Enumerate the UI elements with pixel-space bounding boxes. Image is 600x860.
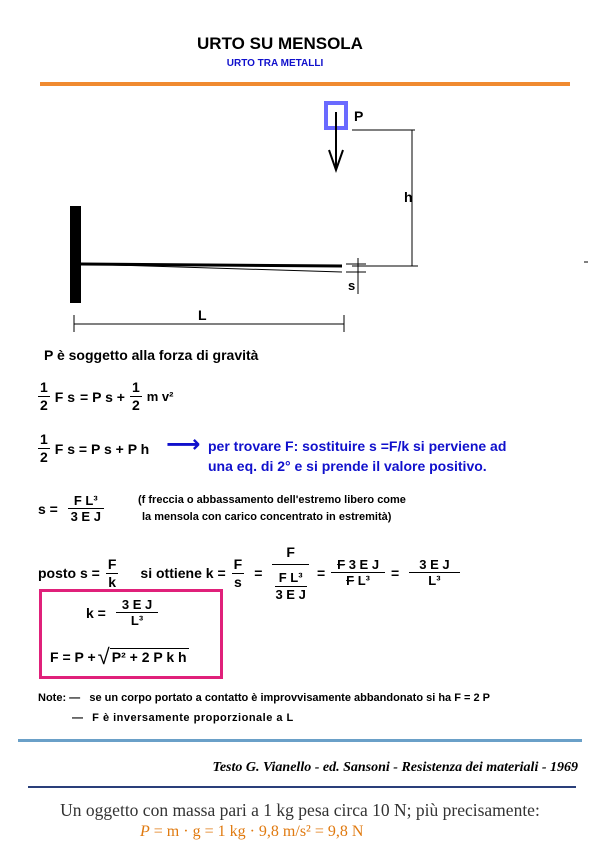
sqrt-symbol: √: [97, 643, 110, 669]
cancelled-fraction: $\frac{\text{F 3 E J}}{\text{F L³}}$: [331, 558, 385, 589]
footnote-formula: P = m · g = 1 kg · 9,8 m/s² = 9,8 N: [140, 823, 364, 840]
page-subtitle: URTO TRA METALLI: [226, 58, 324, 69]
blue-rule: [18, 739, 582, 742]
solve-note: per trovare F: sostituire s =F/k si perviene ad una eq. di 2° e si prende il valore positivo.: [208, 438, 507, 474]
deflection-note: (f freccia o abbassamento dell'estremo libero come la mensola con carico concentrato in estremità): [138, 494, 406, 523]
page-title: URTO SU MENSOLA: [197, 34, 363, 53]
energy-equation-h: $\frac{1}{2}$ F s = P s + P h: [40, 431, 150, 466]
fraction-half-3: $\frac{1}{2}$: [40, 431, 48, 466]
fraction-half: $\frac{1}{2}$: [40, 379, 48, 414]
label-s: s: [348, 278, 356, 293]
cancelled-f-2: F: [346, 573, 355, 589]
label-l: L: [198, 307, 207, 323]
label-p: P: [354, 108, 364, 124]
compound-fraction: $\frac{F}{\frac{\text{F L³}}{\text{3 E J}}}$: [272, 545, 309, 602]
source-citation: Testo G. Vianello - ed. Sansoni - Resistenza dei materiali - 1969: [212, 760, 578, 775]
result-box: [39, 589, 223, 679]
wall-support: [70, 206, 81, 303]
gravity-note: P è soggetto alla forza di gravità: [44, 347, 259, 363]
arrow-right-icon: ⟶: [166, 430, 201, 458]
energy-equation: $\frac{1}{2}$ F s = P s + $\frac{1}{2}$ m v²: [40, 379, 174, 414]
radicand: P² + 2 P k h: [111, 649, 187, 665]
force-result: F = P + √ P² + 2 P k h: [50, 643, 187, 669]
deflection-equation: s = $\frac{\text{F L³}}{\text{3 E J}}$: [38, 494, 104, 525]
navy-rule: [28, 786, 576, 788]
notes: Note: — se un corpo portato a contatto è improvvisamente abbandonato si ha F = 2 P — F è inversamente proporzionale a L: [38, 692, 491, 724]
cantilever-diagram: [0, 95, 600, 340]
label-h: h: [404, 189, 413, 205]
stiffness-result: k = $\frac{\text{3 E J}}{\text{L³}}$: [86, 598, 158, 629]
footnote-text: Un oggetto con massa pari a 1 kg pesa circa 10 N; più precisamente:: [60, 800, 540, 820]
fraction-half-2: $\frac{1}{2}$: [131, 379, 140, 414]
orange-rule: [40, 82, 570, 86]
stiffness-derivation: posto s = $\frac{F}{k}$ si ottiene k = $\frac{F}{s}$ = $\frac{F}{\frac{\text{F L³}}{\text{3 E J}}}$ = $\frac{\text{F 3 E J}}{\text{F L³}}$ = $\frac{\text{3 E J}}{\text{L³}}$: [38, 545, 460, 602]
cancelled-f: F: [337, 557, 346, 573]
